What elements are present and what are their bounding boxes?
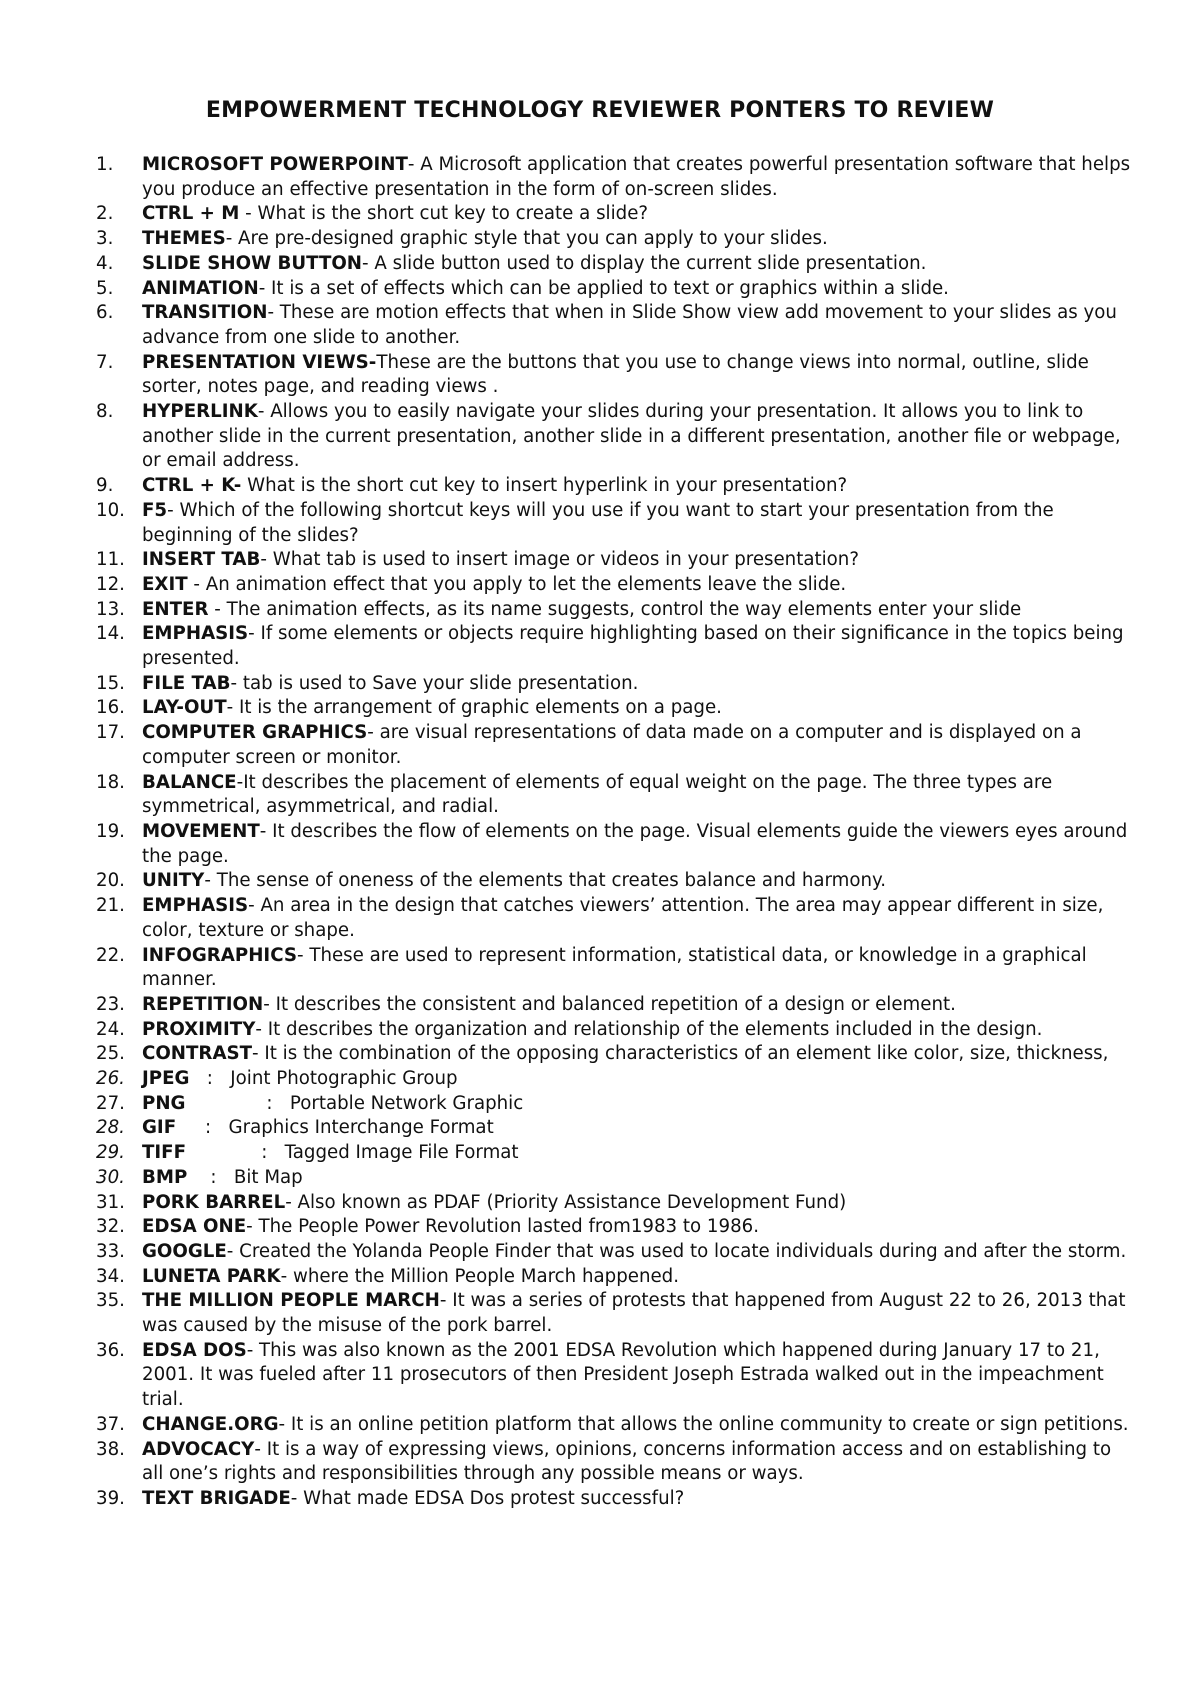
item-term: F5 xyxy=(142,499,168,521)
list-item xyxy=(96,499,1136,548)
item-number: 11. xyxy=(96,549,125,571)
item-text: An area in the design that catches viewers’ attention. The area may appear different in size, color, texture or shape. xyxy=(142,895,1104,941)
item-separator: - xyxy=(290,1487,304,1509)
list-item xyxy=(96,301,1136,350)
item-term: FILE TAB xyxy=(142,672,231,694)
item-number: 38. xyxy=(96,1438,125,1460)
item-text: An animation effect that you apply to let the elements leave the slide. xyxy=(205,573,847,595)
item-term: TEXT BRIGADE xyxy=(142,1487,291,1509)
item-term: LAY-OUT xyxy=(142,697,227,719)
item-term: EDSA DOS xyxy=(142,1339,247,1361)
list-item xyxy=(96,573,1136,598)
list-item xyxy=(96,1166,1136,1191)
item-term: LUNETA PARK xyxy=(142,1265,281,1287)
item-number: 8. xyxy=(96,401,114,423)
item-separator: - xyxy=(248,895,261,917)
item-number: 28. xyxy=(96,1117,125,1139)
list-item xyxy=(96,474,1136,499)
item-number: 16. xyxy=(96,697,125,719)
item-separator: - xyxy=(204,870,217,892)
item-text: A slide button used to display the current slide presentation. xyxy=(374,252,927,274)
item-number: 6. xyxy=(96,302,114,324)
item-text: The sense of oneness of the elements that creates balance and harmony. xyxy=(216,870,886,892)
item-term: INFOGRAPHICS xyxy=(142,944,297,966)
item-text: The animation effects, as its name suggests, control the way elements enter your slide xyxy=(226,598,1022,620)
item-text: What is the short cut key to create a slide? xyxy=(257,203,649,225)
item-number: 17. xyxy=(96,722,125,744)
item-text: These are the buttons that you use to change views into normal, outline, slide sorter, notes page, and reading views . xyxy=(142,351,1089,398)
item-number: 19. xyxy=(96,820,125,842)
item-separator: - xyxy=(260,549,273,571)
item-separator: : xyxy=(186,1142,285,1164)
list-item xyxy=(96,1413,1136,1438)
list-item xyxy=(96,820,1136,869)
list-item xyxy=(96,227,1136,252)
list-item xyxy=(96,1215,1136,1240)
item-term: BALANCE xyxy=(142,771,237,793)
list-item xyxy=(96,622,1136,671)
item-separator: - xyxy=(258,277,272,299)
item-number: 26. xyxy=(96,1068,125,1090)
item-separator: - xyxy=(267,302,280,324)
list-item xyxy=(96,993,1136,1018)
item-term: TIFF xyxy=(142,1142,187,1164)
item-separator: - xyxy=(226,1240,240,1262)
item-number: 25. xyxy=(96,1043,125,1065)
item-term: ENTER xyxy=(142,598,209,620)
item-term: CTRL + K- xyxy=(142,475,242,497)
item-term: CHANGE.ORG xyxy=(142,1413,279,1435)
item-separator: - xyxy=(297,944,310,966)
item-number: 9. xyxy=(96,475,114,497)
item-text: Joint Photographic Group xyxy=(230,1068,458,1090)
item-text: It is an online petition platform that allows the online community to create or sign petitions. xyxy=(290,1413,1129,1435)
item-number: 34. xyxy=(96,1265,125,1287)
item-separator: - xyxy=(208,598,227,620)
list-item xyxy=(96,721,1136,770)
item-number: 4. xyxy=(96,252,114,274)
item-text: It was a series of protests that happened from August 22 to 26, 2013 that was caused by the misuse of the pork barrel. xyxy=(142,1290,1126,1337)
item-text: The People Power Revolution lasted from1983 to 1986. xyxy=(258,1216,760,1238)
item-text: It describes the organization and relationship of the elements included in the design. xyxy=(267,1018,1043,1040)
item-text: Which of the following shortcut keys will you use if you want to start your presentation from the beginning of the slides? xyxy=(142,499,1054,546)
item-text: These are used to represent information, statistical data, or knowledge in a graphical manner. xyxy=(142,944,1087,991)
item-term: MOVEMENT xyxy=(142,820,260,842)
item-term: CTRL + M xyxy=(142,203,240,225)
item-text: It describes the flow of elements on the page. Visual elements guide the viewers eyes around the page. xyxy=(142,820,1128,867)
item-term: JPEG xyxy=(142,1068,190,1090)
item-term: PRESENTATION VIEWS- xyxy=(142,351,377,373)
item-text: What made EDSA Dos protest successful? xyxy=(303,1487,685,1509)
item-number: 33. xyxy=(96,1240,125,1262)
item-separator: - xyxy=(239,203,258,225)
item-separator: - xyxy=(285,1191,298,1213)
item-number: 15. xyxy=(96,672,125,694)
item-term: PORK BARREL xyxy=(142,1191,286,1213)
item-number: 18. xyxy=(96,771,125,793)
list-item xyxy=(96,771,1136,820)
list-item xyxy=(96,277,1136,302)
list-item xyxy=(96,548,1136,573)
item-term: HYPERLINK xyxy=(142,401,258,423)
item-text: where the Million People March happened. xyxy=(292,1265,679,1287)
item-term: MICROSOFT POWERPOINT xyxy=(142,154,408,175)
item-term: CONTRAST xyxy=(142,1043,253,1065)
item-term: THEMES xyxy=(142,228,226,250)
list-item xyxy=(96,672,1136,697)
item-number: 37. xyxy=(96,1413,125,1435)
list-item xyxy=(96,869,1136,894)
item-separator: : xyxy=(189,1068,231,1090)
reviewer-list xyxy=(96,153,1136,1512)
item-separator: - xyxy=(259,820,273,842)
item-separator: : xyxy=(176,1117,229,1139)
item-term: REPETITION xyxy=(142,993,264,1015)
item-term: COMPUTER GRAPHICS xyxy=(142,722,368,744)
item-separator: - xyxy=(439,1290,453,1312)
item-separator: - xyxy=(225,228,239,250)
item-number: 30. xyxy=(96,1166,125,1188)
item-separator: - xyxy=(362,252,375,274)
item-text: Created the Yolanda People Finder that was used to locate individuals during and after the storm. xyxy=(239,1240,1127,1262)
item-term: INSERT TAB xyxy=(142,549,261,571)
item-number: 36. xyxy=(96,1339,125,1361)
item-term: GOOGLE xyxy=(142,1240,227,1262)
item-separator: - xyxy=(280,1265,293,1287)
item-separator: - xyxy=(226,697,239,719)
item-text: It describes the consistent and balanced repetition of a design or element. xyxy=(275,993,956,1015)
item-term: THE MILLION PEOPLE MARCH xyxy=(142,1290,440,1312)
item-number: 14. xyxy=(96,623,125,645)
item-separator: - xyxy=(230,672,243,694)
list-item xyxy=(96,1042,1136,1067)
list-item xyxy=(96,944,1136,993)
page-title: EMPOWERMENT TECHNOLOGY REVIEWER PONTERS TO REVIEW xyxy=(205,98,995,123)
list-item xyxy=(96,1438,1136,1487)
list-item xyxy=(96,1265,1136,1290)
item-number: 3. xyxy=(96,228,114,250)
item-text: A Microsoft application that creates powerful presentation software that helps you produce an effective presentation in the form of on-screen slides. xyxy=(142,154,1131,200)
item-term: UNITY xyxy=(142,870,205,892)
item-text: What is the short cut key to insert hyperlink in your presentation? xyxy=(247,475,848,497)
item-term: PNG xyxy=(142,1092,186,1114)
item-separator: - xyxy=(407,154,421,175)
item-text: What tab is used to insert image or videos in your presentation? xyxy=(272,549,859,571)
list-item xyxy=(96,252,1136,277)
item-number: 5. xyxy=(96,277,114,299)
item-separator: - xyxy=(367,722,380,744)
item-separator: - xyxy=(246,1339,260,1361)
list-item xyxy=(96,1116,1136,1141)
item-number: 23. xyxy=(96,993,125,1015)
item-text: This was also known as the 2001 EDSA Revolution which happened during January 17 to 21, 2001. It was fueled after 11 prosecutors of then President Joseph Estrada walked out in the impeachment trial. xyxy=(142,1339,1104,1411)
item-term: EMPHASIS xyxy=(142,623,249,645)
item-number: 1. xyxy=(96,154,114,175)
list-item xyxy=(96,598,1136,623)
list-item xyxy=(96,1339,1136,1413)
item-separator: - xyxy=(263,993,276,1015)
item-text: It is the combination of the opposing characteristics of an element like color, size, thickness, xyxy=(264,1043,1109,1065)
item-text: These are motion effects that when in Slide Show view add movement to your slides as you advance from one slide to another. xyxy=(142,302,1117,348)
list-item xyxy=(96,1018,1136,1043)
list-item xyxy=(96,1191,1136,1216)
item-term: ANIMATION xyxy=(142,277,259,299)
item-separator: - xyxy=(255,1018,268,1040)
list-item xyxy=(96,202,1136,227)
list-item xyxy=(96,1289,1136,1338)
item-term: EDSA ONE xyxy=(142,1216,247,1238)
item-term: PROXIMITY xyxy=(142,1018,256,1040)
item-separator: - xyxy=(254,1438,267,1460)
item-separator: - xyxy=(257,401,271,423)
item-separator: - xyxy=(248,623,261,645)
item-term: EXIT xyxy=(142,573,188,595)
item-number: 29. xyxy=(96,1142,125,1164)
item-number: 31. xyxy=(96,1191,125,1213)
item-text: It is a set of effects which can be applied to text or graphics within a slide. xyxy=(271,277,949,299)
item-number: 13. xyxy=(96,598,125,620)
item-text: Also known as PDAF (Priority Assistance Development Fund) xyxy=(297,1191,847,1213)
item-number: 22. xyxy=(96,944,125,966)
list-item xyxy=(96,894,1136,943)
item-separator: - xyxy=(167,499,180,521)
item-number: 10. xyxy=(96,499,125,521)
item-text: tab is used to Save your slide presentation. xyxy=(242,672,639,694)
item-separator: - xyxy=(252,1043,265,1065)
item-separator: - xyxy=(246,1216,259,1238)
item-number: 39. xyxy=(96,1487,125,1509)
item-text: Portable Network Graphic xyxy=(289,1092,524,1114)
item-text: Tagged Image File Format xyxy=(284,1142,519,1164)
item-text: Graphics Interchange Format xyxy=(228,1117,494,1139)
item-term: ADVOCACY xyxy=(142,1438,255,1460)
list-item xyxy=(96,1141,1136,1166)
list-item xyxy=(96,1067,1136,1092)
list-item xyxy=(96,351,1136,400)
item-term: EMPHASIS xyxy=(142,895,249,917)
item-number: 35. xyxy=(96,1290,125,1312)
item-term: TRANSITION xyxy=(142,302,268,324)
item-separator: : xyxy=(185,1092,290,1114)
item-number: 32. xyxy=(96,1216,125,1238)
item-text: It describes the placement of elements of equal weight on the page. The three types are symmetrical, asymmetrical, and radial. xyxy=(142,771,1053,818)
item-separator: - xyxy=(236,771,244,793)
item-term: BMP xyxy=(142,1166,188,1188)
list-item xyxy=(96,1092,1136,1117)
item-separator: - xyxy=(278,1413,291,1435)
item-term: SLIDE SHOW BUTTON xyxy=(142,252,363,274)
item-text: It is the arrangement of graphic elements on a page. xyxy=(238,697,722,719)
item-number: 12. xyxy=(96,573,125,595)
item-number: 24. xyxy=(96,1018,125,1040)
item-separator: - xyxy=(187,573,206,595)
item-number: 21. xyxy=(96,895,125,917)
item-number: 7. xyxy=(96,351,114,373)
item-text: It is a way of expressing views, opinions, concerns information access and on establishing to all one’s rights and responsibilities through any possible means or ways. xyxy=(142,1438,1112,1485)
item-number: 2. xyxy=(96,203,114,225)
item-text: are visual representations of data made on a computer and is displayed on a computer screen or monitor. xyxy=(142,722,1082,768)
list-item xyxy=(96,153,1136,202)
item-text: Are pre-designed graphic style that you can apply to your slides. xyxy=(238,228,828,250)
item-text: Bit Map xyxy=(233,1166,303,1188)
item-text: Allows you to easily navigate your slides during your presentation. It allows you to link to another slide in the current presentation, another slide in a different presentation, another file or webpage, or email address. xyxy=(142,401,1121,472)
list-item xyxy=(96,1487,1136,1512)
item-text: If some elements or objects require highlighting based on their significance in the topics being presented. xyxy=(142,623,1124,670)
item-number: 27. xyxy=(96,1092,125,1114)
list-item xyxy=(96,1240,1136,1265)
item-number: 20. xyxy=(96,870,125,892)
list-item xyxy=(96,696,1136,721)
item-separator: : xyxy=(187,1166,234,1188)
item-term: GIF xyxy=(142,1117,177,1139)
list-item xyxy=(96,400,1136,474)
